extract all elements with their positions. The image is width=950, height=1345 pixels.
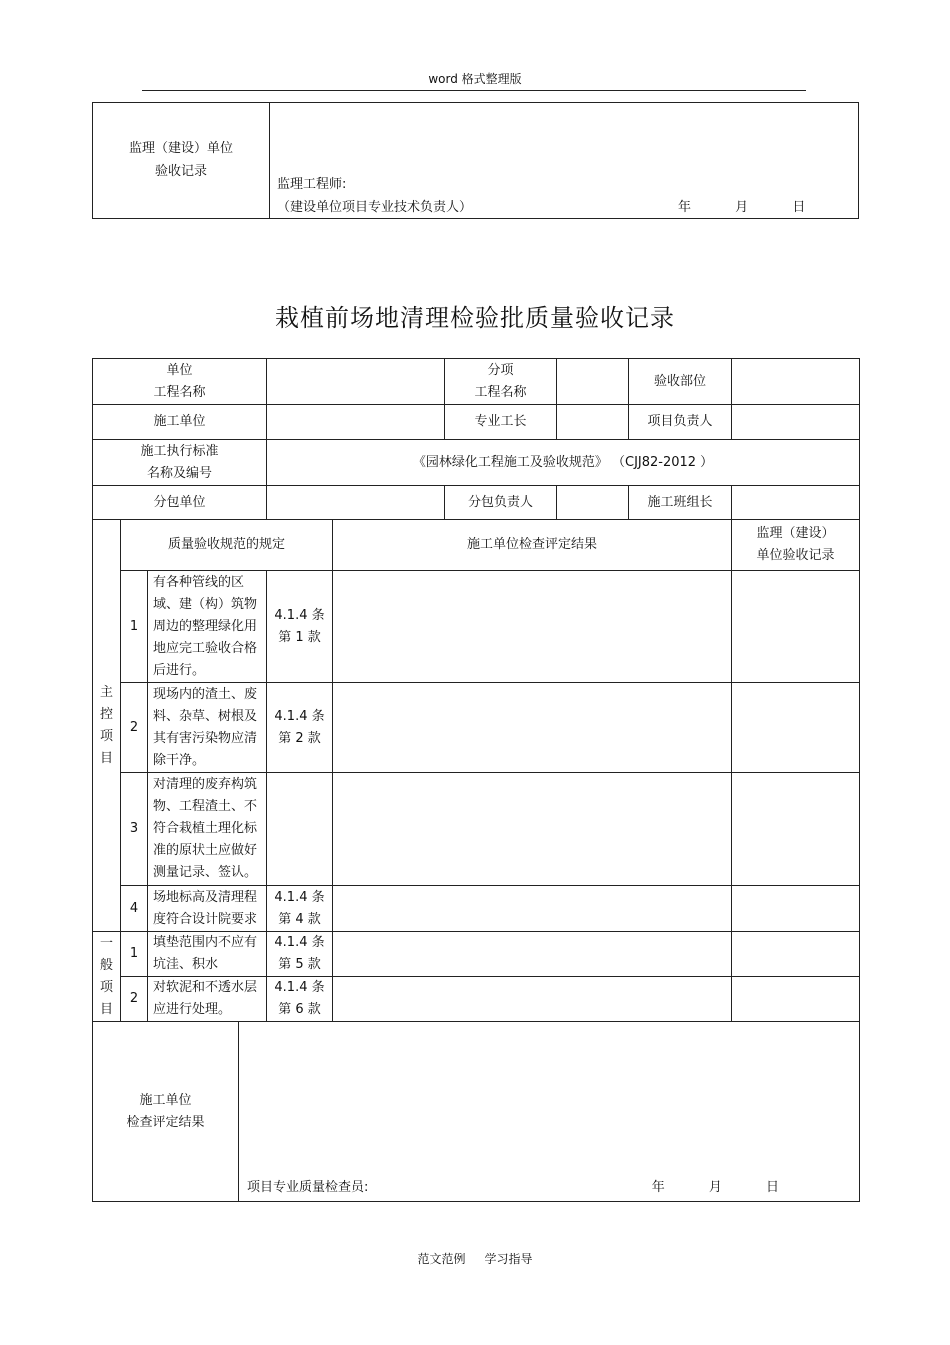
spec-header: 质量验收规范的规定 <box>121 520 333 571</box>
construction-result-label: 施工单位 检查评定结果 <box>93 1022 239 1202</box>
day-label: 日 <box>792 200 806 215</box>
project-leader-label: 项目负责人 <box>629 405 732 440</box>
team-leader-value[interactable] <box>732 486 860 520</box>
quality-inspector-label: 项目专业质量检查员: <box>247 1180 369 1195</box>
sub-project-label: 分项 工程名称 <box>445 359 557 405</box>
unit-project-value[interactable] <box>267 359 445 405</box>
month-label: 月 <box>708 1180 722 1195</box>
acceptance-part-label: 验收部位 <box>629 359 732 405</box>
item-check-result[interactable] <box>333 683 732 773</box>
table-row <box>93 932 860 977</box>
item-number: 1 <box>121 932 148 977</box>
item-clause: 4.1.4 条 第 4 款 <box>267 886 333 932</box>
item-description: 场地标高及清理程度符合设计院要求 <box>148 886 267 932</box>
info-row-standard <box>93 440 860 486</box>
info-row-construction <box>93 405 860 440</box>
item-check-result[interactable] <box>333 932 732 977</box>
main-items-label: 主 控 项 目 <box>93 520 121 932</box>
project-leader-value[interactable] <box>732 405 860 440</box>
item-check-result[interactable] <box>333 977 732 1022</box>
info-row-subcontract <box>93 486 860 520</box>
item-number: 1 <box>121 571 148 683</box>
foreman-label: 专业工长 <box>445 405 557 440</box>
box-divider <box>269 103 270 218</box>
item-description: 填垫范围内不应有坑洼、积水 <box>148 932 267 977</box>
subcontract-unit-label: 分包单位 <box>93 486 267 520</box>
construction-result-area[interactable] <box>239 1022 860 1202</box>
table-row <box>93 886 860 932</box>
year-label: 年 <box>651 1180 665 1195</box>
item-check-result[interactable] <box>333 886 732 932</box>
item-description: 对清理的废弃构筑物、工程渣土、不符合栽植土理化标准的原状土应做好测量记录、签认。 <box>148 773 267 886</box>
subcontract-unit-value[interactable] <box>267 486 445 520</box>
table-row <box>93 571 860 683</box>
unit-project-label: 单位 工程名称 <box>93 359 267 405</box>
subcontract-leader-value[interactable] <box>557 486 629 520</box>
item-clause: 4.1.4 条 第 5 款 <box>267 932 333 977</box>
day-label: 日 <box>766 1180 780 1195</box>
item-supervision-record[interactable] <box>732 932 860 977</box>
standard-label: 施工执行标准 名称及编号 <box>93 440 267 486</box>
supervision-label-line2: 验收记录 <box>154 164 207 179</box>
table-row <box>93 977 860 1022</box>
supervision-record-box <box>92 102 859 219</box>
info-row-project <box>93 359 860 405</box>
item-number: 4 <box>121 886 148 932</box>
item-clause <box>267 773 333 886</box>
item-clause: 4.1.4 条 第 1 款 <box>267 571 333 683</box>
page-header: word 格式整理版 <box>428 72 522 86</box>
standard-value: 《园林绿化工程施工及验收规范》 （CJJ82-2012 ） <box>267 440 860 486</box>
item-description: 现场内的渣土、废料、杂草、树根及其有害污染物应清除干净。 <box>148 683 267 773</box>
item-supervision-record[interactable] <box>732 773 860 886</box>
item-clause: 4.1.4 条 第 2 款 <box>267 683 333 773</box>
item-supervision-record[interactable] <box>732 886 860 932</box>
construction-unit-value[interactable] <box>267 405 445 440</box>
item-number: 3 <box>121 773 148 886</box>
supervision-engineer-label: 监理工程师: <box>277 177 347 192</box>
month-label: 月 <box>735 200 749 215</box>
owner-tech-leader-label: （建设单位项目专业技术负责人） <box>277 200 473 215</box>
item-check-result[interactable] <box>333 773 732 886</box>
general-items-label: 一 般 项 目 <box>93 932 121 1022</box>
check-result-header: 施工单位检查评定结果 <box>333 520 732 571</box>
item-clause: 4.1.4 条 第 6 款 <box>267 977 333 1022</box>
team-leader-label: 施工班组长 <box>629 486 732 520</box>
acceptance-part-value[interactable] <box>732 359 860 405</box>
supervision-record-label <box>93 137 269 179</box>
inspection-date <box>652 1177 779 1199</box>
sub-project-value[interactable] <box>557 359 629 405</box>
item-check-result[interactable] <box>333 571 732 683</box>
subcontract-leader-label: 分包负责人 <box>445 486 557 520</box>
item-number: 2 <box>121 683 148 773</box>
inspection-table <box>92 358 860 1202</box>
construction-unit-label: 施工单位 <box>93 405 267 440</box>
item-description: 对软泥和不透水层应进行处理。 <box>148 977 267 1022</box>
supervision-label-line1: 监理（建设）单位 <box>128 141 233 156</box>
header-divider <box>142 90 806 91</box>
construction-result-row <box>93 1022 860 1202</box>
items-header-row <box>93 520 860 571</box>
year-label: 年 <box>678 200 692 215</box>
page-title: 栽植前场地清理检验批质量验收记录 <box>275 304 675 332</box>
supervision-date <box>678 196 805 215</box>
item-number: 2 <box>121 977 148 1022</box>
item-supervision-record[interactable] <box>732 571 860 683</box>
item-supervision-record[interactable] <box>732 683 860 773</box>
supervision-header: 监理（建设） 单位验收记录 <box>732 520 860 571</box>
item-description: 有各种管线的区域、建（构）筑物周边的整理绿化用地应完工验收合格后进行。 <box>148 571 267 683</box>
table-row <box>93 683 860 773</box>
page-footer: 范文范例 学习指导 <box>417 1252 533 1266</box>
foreman-value[interactable] <box>557 405 629 440</box>
item-supervision-record[interactable] <box>732 977 860 1022</box>
table-row <box>93 773 860 886</box>
